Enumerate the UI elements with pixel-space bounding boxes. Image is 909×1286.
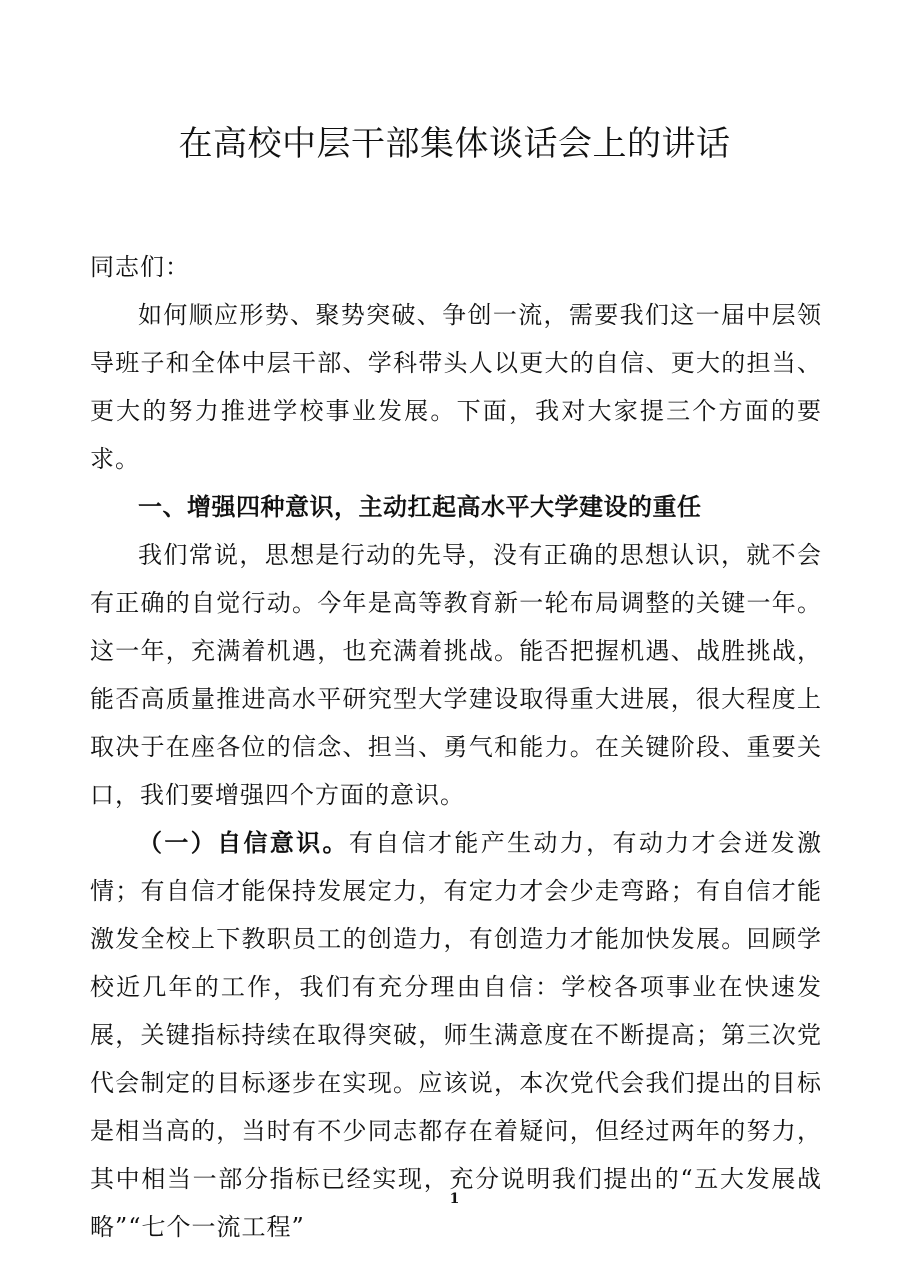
page-number: 1: [449, 1191, 460, 1207]
document-title: 在高校中层干部集体谈话会上的讲话: [178, 124, 731, 164]
greeting: 同志们：: [90, 253, 190, 281]
subsection-label: （一）自信意识。: [138, 829, 349, 857]
section-paragraph: 我们常说，思想是行动的先导，没有正确的思想认识，就不会有正确的自觉行动。今年是高等教育新一轮布局调整的关键一年。这一年，充满着机遇，也充满着挑战。能否把握机遇、战胜挑战，能否高质量推进高水平研究型大学建设取得重大进展，很大程度上取决于在座各位的信念、担当、勇气和能力。在关键阶段、重要关口，我们要增强四个方面的意识。: [90, 541, 822, 809]
document-body: [90, 243, 822, 1251]
section-heading: 一、增强四种意识，主动扛起高水平大学建设的重任: [138, 493, 702, 521]
subsection-text: 有自信才能产生动力，有动力才会迸发激情；有自信才能保持发展定力，有定力才会少走弯路；有自信才能激发全校上下教职员工的创造力，有创造力才能加快发展。回顾学校近几年的工作，我们有充分理由自信：学校各项事业在快速发展，关键指标持续在取得突破，师生满意度在不断提高；第三次党代会制定的目标逐步在实现。应该说，本次党代会我们提出的目标是相当高的，当时有不少同志都存在着疑问，但经过两年的努力，其中相当一部分指标已经实现，充分说明我们提出的“五大发展战略”“七个一流工程”: [90, 829, 823, 1241]
subsection-paragraph: [90, 819, 822, 1251]
intro-paragraph: 如何顺应形势、聚势突破、争创一流，需要我们这一届中层领导班子和全体中层干部、学科带头人以更大的自信、更大的担当、更大的努力推进学校事业发展。下面，我对大家提三个方面的要求。: [90, 301, 822, 473]
